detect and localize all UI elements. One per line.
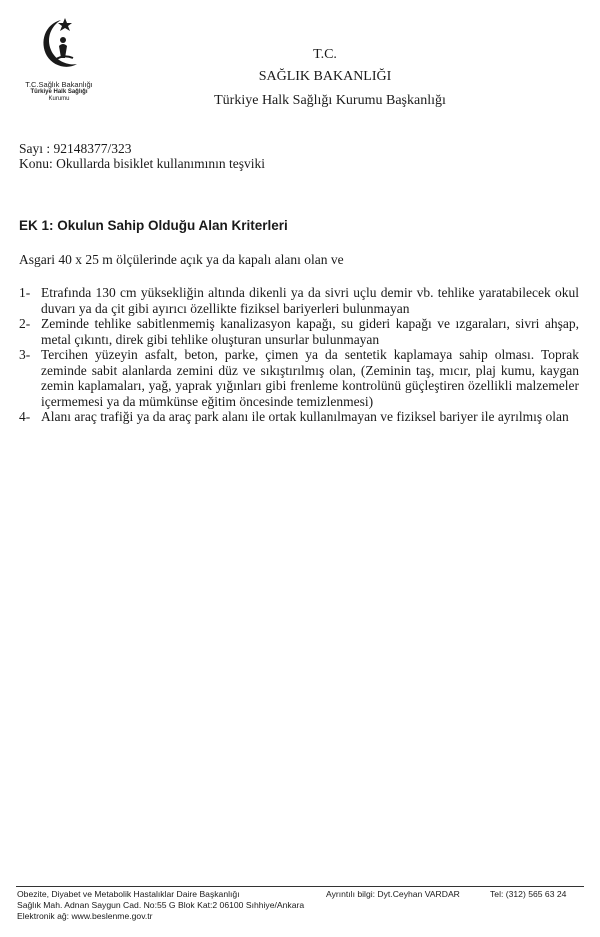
annex-intro: Asgari 40 x 25 m ölçülerinde açık ya da kapalı alanı olan ve	[19, 252, 344, 267]
crescent-star-emblem-icon	[31, 14, 87, 78]
annex-title: EK 1: Okulun Sahip Olduğu Alan Kriterleri	[19, 218, 288, 233]
header-tc: T.C.	[313, 47, 337, 62]
list-item-number: 1-	[19, 285, 31, 300]
criteria-list	[19, 285, 579, 425]
list-item	[19, 285, 579, 316]
footer-phone: Tel: (312) 565 63 24	[490, 889, 567, 899]
list-item-number: 4-	[19, 409, 31, 424]
list-item	[19, 347, 579, 409]
list-item-number: 3-	[19, 347, 31, 362]
logo-line-1: T.C.Sağlık Bakanlığı	[25, 80, 93, 89]
footer-department: Obezite, Diyabet ve Metabolik Hastalıklar Daire Başkanlığı	[17, 889, 240, 899]
footer-divider	[16, 886, 584, 887]
reference-number: Sayı : 92148377/323	[19, 141, 132, 156]
list-item	[19, 316, 579, 347]
list-item	[19, 409, 579, 425]
logo-line-3: Kurumu	[48, 96, 70, 102]
list-item-number: 2-	[19, 316, 31, 331]
list-item-text: Tercihen yüzeyin asfalt, beton, parke, çimen ya da sentetik kaplamaya sahip olması. Toprak zeminde sabit alanlarda zemini düz ve sıkıştırılmış olan, (Zeminin taş, mıcır, plaj kumu, kaygan zemin kaplamaları, yağ, yaprak yığınları gibi frenleme kontrolünü güçleştiren özellikli malzemeler içermemesi ya da mümkünse eğitim öncesinde temizlenmesi)	[41, 347, 579, 409]
footer-address: Sağlık Mah. Adnan Saygun Cad. No:55 G Blok Kat:2 06100 Sıhhiye/Ankara	[17, 900, 305, 910]
footer-contact-person: Ayrıntılı bilgi: Dyt.Ceyhan VARDAR	[326, 889, 460, 899]
ministry-logo	[14, 14, 104, 124]
header-institution: Türkiye Halk Sağlığı Kurumu Başkanlığı	[214, 93, 446, 108]
footer-website: Elektronik ağ: www.beslenme.gov.tr	[17, 911, 153, 921]
header-ministry: SAĞLIK BAKANLIĞI	[258, 69, 392, 84]
list-item-text: Etrafında 130 cm yüksekliğin altında dikenli ya da sivri uçlu demir vb. tehlike yaratabilecek okul duvarı ya da çit gibi ayırıcı özellikte fiziksel bariyerleri bulunmayan	[41, 285, 579, 316]
list-item-text: Alanı araç trafiği ya da araç park alanı ile ortak kullanılmayan ve fiziksel bariyer ile ayrılmış olan	[41, 409, 569, 424]
logo-line-2: Türkiye Halk Sağlığı	[30, 89, 88, 95]
subject-line: Konu: Okullarda bisiklet kullanımının teşviki	[19, 156, 265, 171]
list-item-text: Zeminde tehlike sabitlenmemiş kanalizasyon kapağı, su gideri kapağı ve ızgaraları, sivri ahşap, metal çıkıntı, direk gibi tehlike oluşturan unsurlar bulunmayan	[41, 316, 579, 347]
